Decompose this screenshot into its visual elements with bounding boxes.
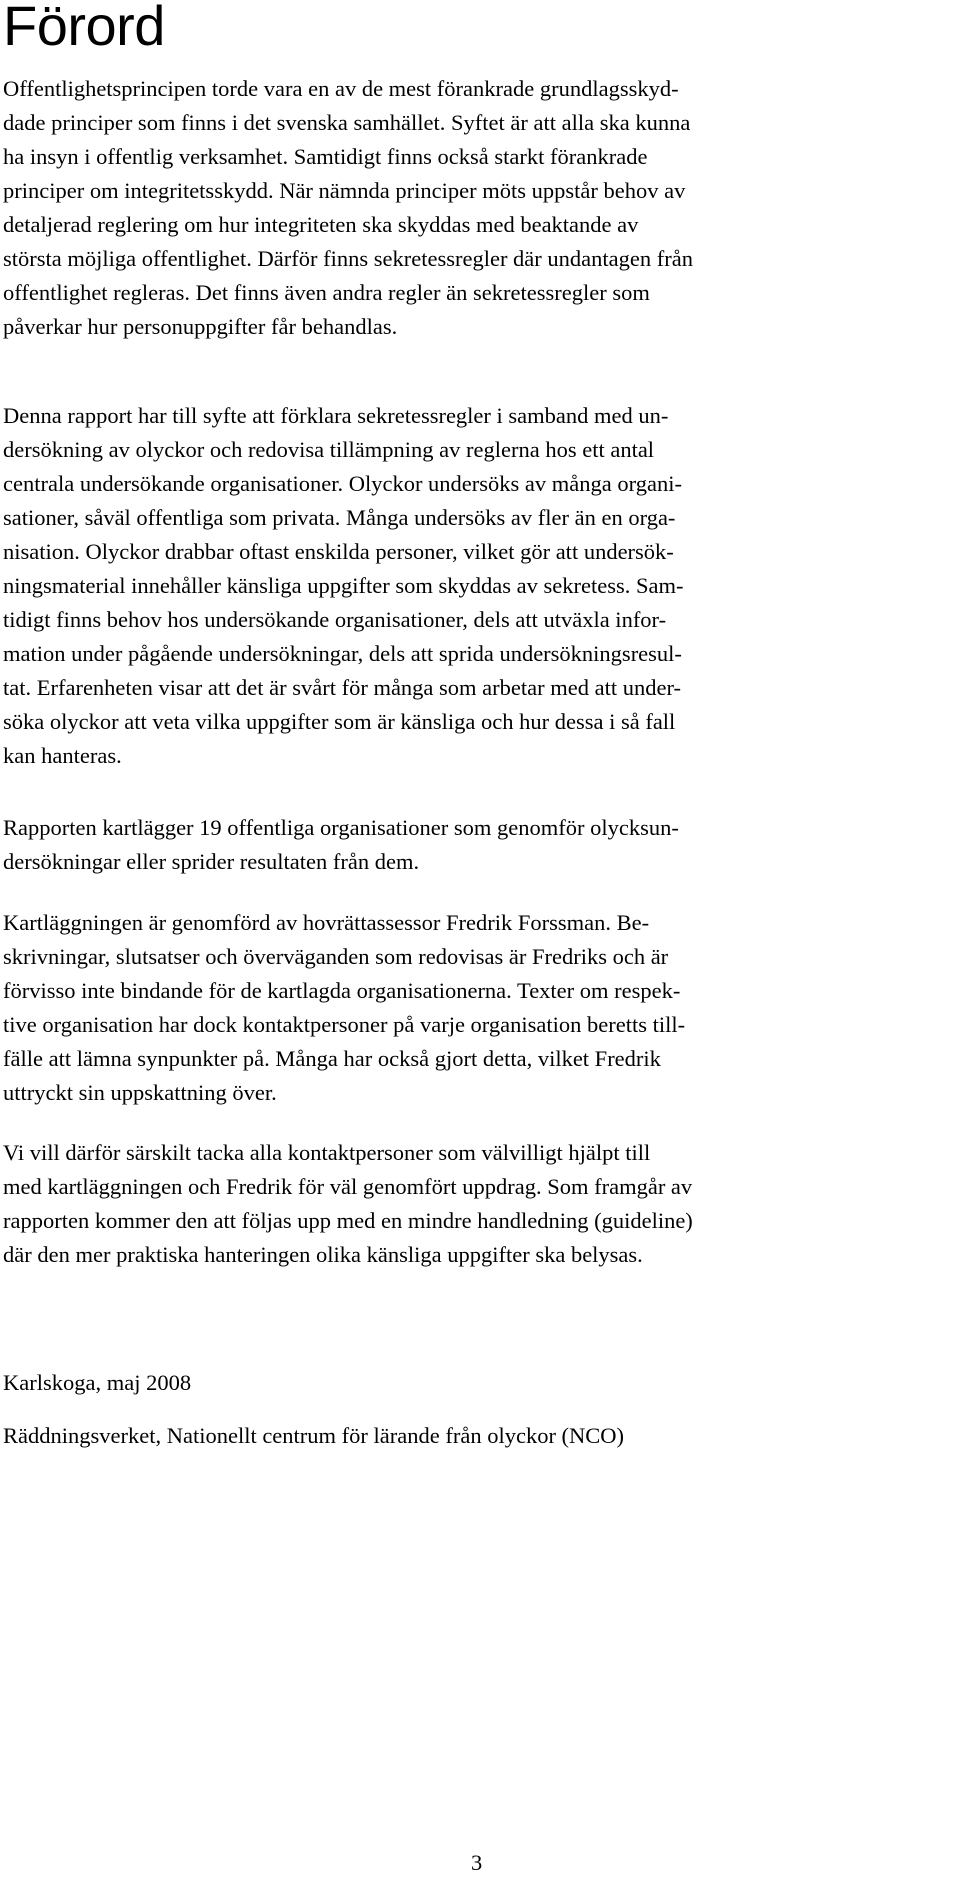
text-line: tidigt finns behov hos undersökande organisationer, dels att utväxla infor- xyxy=(3,607,667,632)
text-line: förvisso inte bindande för de kartlagda organisationerna. Texter om respek- xyxy=(3,978,681,1003)
text-line: rapporten kommer den att följas upp med en mindre handledning (guideline) xyxy=(3,1208,693,1233)
page-title: Förord xyxy=(3,0,165,57)
text-line: tive organisation har dock kontaktpersoner på varje organisation beretts till- xyxy=(3,1012,686,1037)
text-line: detaljerad reglering om hur integriteten ska skyddas med beaktande av xyxy=(3,212,639,237)
text-line: centrala undersökande organisationer. Olyckor undersöks av många organi- xyxy=(3,471,682,496)
text-line: dade principer som finns i det svenska samhället. Syftet är att alla ska kunna xyxy=(3,110,691,135)
text-line: fälle att lämna synpunkter på. Många har också gjort detta, vilket Fredrik xyxy=(3,1046,661,1071)
signature-organisation xyxy=(3,1419,959,1453)
text-line: ningsmaterial innehåller känsliga uppgifter som skyddas av sekretess. Sam- xyxy=(3,573,684,598)
paragraph-2 xyxy=(3,399,959,773)
paragraph-3 xyxy=(3,811,959,879)
page-number: 3 xyxy=(471,1850,483,1875)
text-line: offentlighet regleras. Det finns även andra regler än sekretessregler som xyxy=(3,280,650,305)
text-line: uttryckt sin uppskattning över. xyxy=(3,1080,277,1105)
text-line: största möjliga offentlighet. Därför finns sekretessregler där undantagen från xyxy=(3,246,693,271)
text-line: Räddningsverket, Nationellt centrum för lärande från olyckor (NCO) xyxy=(3,1423,625,1448)
text-line: Offentlighetsprincipen torde vara en av de mest förankrade grundlagsskyd- xyxy=(3,76,679,101)
text-line: Rapporten kartlägger 19 offentliga organisationer som genomför olycksun- xyxy=(3,815,679,840)
text-line: ha insyn i offentlig verksamhet. Samtidigt finns också starkt förankrade xyxy=(3,144,648,169)
text-line: påverkar hur personuppgifter får behandlas. xyxy=(3,314,398,339)
text-line: tat. Erfarenheten visar att det är svårt för många som arbetar med att under- xyxy=(3,675,681,700)
text-line: dersökning av olyckor och redovisa tillämpning av reglerna hos ett antal xyxy=(3,437,655,462)
text-line: mation under pågående undersökningar, dels att sprida undersökningsresul- xyxy=(3,641,682,666)
paragraph-4 xyxy=(3,906,959,1110)
text-line: med kartläggningen och Fredrik för väl genomfört uppdrag. Som framgår av xyxy=(3,1174,693,1199)
paragraph-5 xyxy=(3,1136,959,1272)
text-line: dersökningar eller sprider resultaten från dem. xyxy=(3,849,420,874)
text-line: Karlskoga, maj 2008 xyxy=(3,1370,192,1395)
text-line: Vi vill därför särskilt tacka alla kontaktpersoner som välvilligt hjälpt till xyxy=(3,1140,651,1165)
text-line: kan hanteras. xyxy=(3,743,122,768)
text-line: skrivningar, slutsatser och överväganden som redovisas är Fredriks och är xyxy=(3,944,669,969)
text-line: där den mer praktiska hanteringen olika känsliga uppgifter ska belysas. xyxy=(3,1242,643,1267)
text-line: sationer, såväl offentliga som privata. Många undersöks av fler än en orga- xyxy=(3,505,676,530)
text-line: Kartläggningen är genomförd av hovrättassessor Fredrik Forssman. Be- xyxy=(3,910,650,935)
text-line: söka olyckor att veta vilka uppgifter som är känsliga och hur dessa i så fall xyxy=(3,709,676,734)
text-line: principer om integritetsskydd. När nämnda principer möts uppstår behov av xyxy=(3,178,686,203)
signature-place-date xyxy=(3,1366,959,1400)
text-line: nisation. Olyckor drabbar oftast enskilda personer, vilket gör att undersök- xyxy=(3,539,674,564)
paragraph-1 xyxy=(3,72,959,344)
text-line: Denna rapport har till syfte att förklara sekretessregler i samband med un- xyxy=(3,403,669,428)
